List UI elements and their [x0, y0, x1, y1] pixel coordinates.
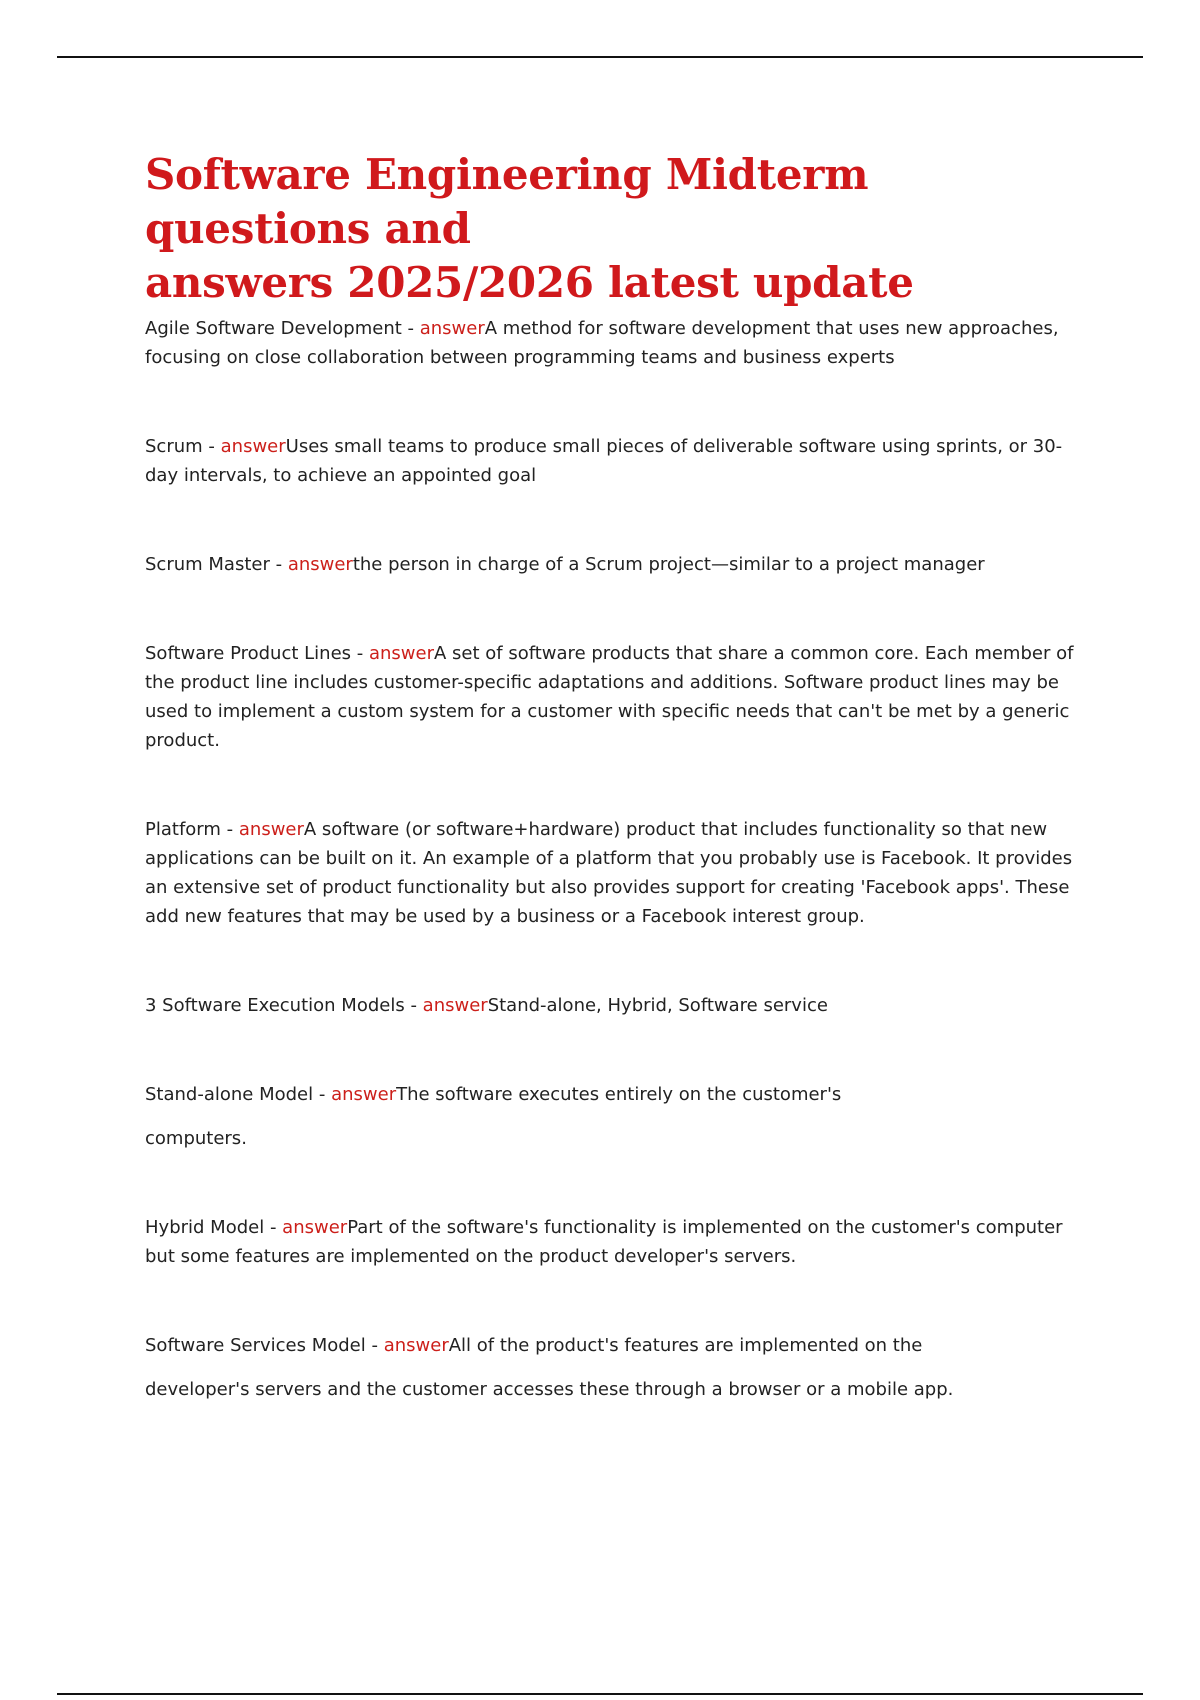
qa-separator: - [365, 1335, 384, 1356]
answer-label: answer [383, 1335, 449, 1356]
qa-separator: - [404, 995, 423, 1016]
qa-answer-text: A set of software products that share a common core. Each member of the product line includes customer-specific adaptations and additions. Software product lines may be used to implement a custom system for a customer with specific needs that can't be met by a generic product. [145, 643, 1074, 751]
qa-answer-text: A method for software development that uses new approaches, focusing on close collaboration between programming teams and business experts [145, 318, 1059, 368]
answer-label: answer [422, 995, 488, 1016]
answer-label: answer [238, 819, 304, 840]
qa-item-platform [145, 815, 1095, 931]
bottom-rule [57, 1693, 1143, 1695]
title-line-2: answers 2025/2026 latest update [145, 258, 914, 307]
qa-term: Scrum [145, 436, 203, 457]
qa-separator: - [264, 1217, 283, 1238]
qa-answer-text: Stand-alone, Hybrid, Software service [487, 995, 828, 1016]
qa-answer-text: All of the product's features are implemented on the [448, 1335, 923, 1356]
qa-answer-text: Uses small teams to produce small pieces of deliverable software using sprints, or 30-day intervals, to achieve an appointed goal [145, 436, 1063, 486]
qa-item-hybrid [145, 1213, 1095, 1271]
qa-separator: - [202, 436, 221, 457]
qa-term: Software Product Lines [145, 643, 352, 664]
document-page [145, 148, 1095, 1404]
answer-label: answer [220, 436, 286, 457]
qa-answer-text: Part of the software's functionality is implemented on the customer's computer but some features are implemented on the product developer's servers. [145, 1217, 1063, 1267]
qa-term: Software Services Model [145, 1335, 366, 1356]
answer-label: answer [331, 1084, 397, 1105]
qa-term: Stand-alone Model [145, 1084, 314, 1105]
qa-term: Hybrid Model [145, 1217, 265, 1238]
qa-item-scrum-master [145, 550, 1095, 579]
qa-separator: - [351, 643, 369, 664]
qa-term: Agile Software Development [145, 318, 402, 339]
qa-item-product-lines [145, 639, 1095, 755]
qa-answer-text: A software (or software+hardware) product that includes functionality so that new applications can be built on it. An example of a platform that you probably use is Facebook. It provides an extensive set of product functionality but also provides support for creating 'Facebook apps'. These add new features that may be used by a business or a Facebook interest group. [145, 819, 1073, 927]
qa-separator: - [220, 819, 239, 840]
answer-label: answer [287, 554, 353, 575]
answer-label: answer [368, 643, 434, 664]
qa-answer-text: The software executes entirely on the customer's [396, 1084, 842, 1105]
qa-separator: - [313, 1084, 332, 1105]
qa-separator: - [269, 554, 288, 575]
qa-answer-continuation: developer's servers and the customer accesses these through a browser or a mobile app. [145, 1379, 954, 1400]
top-rule [57, 56, 1143, 58]
qa-separator: - [401, 318, 420, 339]
qa-term: Scrum Master [145, 554, 270, 575]
qa-answer-continuation: computers. [145, 1128, 247, 1149]
qa-item-agile [145, 314, 1095, 372]
qa-item-services [145, 1331, 1095, 1404]
qa-item-standalone [145, 1080, 1095, 1153]
qa-term: Platform [145, 819, 221, 840]
qa-term: 3 Software Execution Models [145, 995, 405, 1016]
document-title [145, 148, 1095, 310]
qa-item-scrum [145, 432, 1095, 490]
answer-label: answer [282, 1217, 348, 1238]
answer-label: answer [419, 318, 485, 339]
qa-item-execution-models [145, 991, 1095, 1020]
qa-answer-text: the person in charge of a Scrum project—similar to a project manager [352, 554, 985, 575]
title-line-1: Software Engineering Midterm questions and [145, 150, 869, 253]
